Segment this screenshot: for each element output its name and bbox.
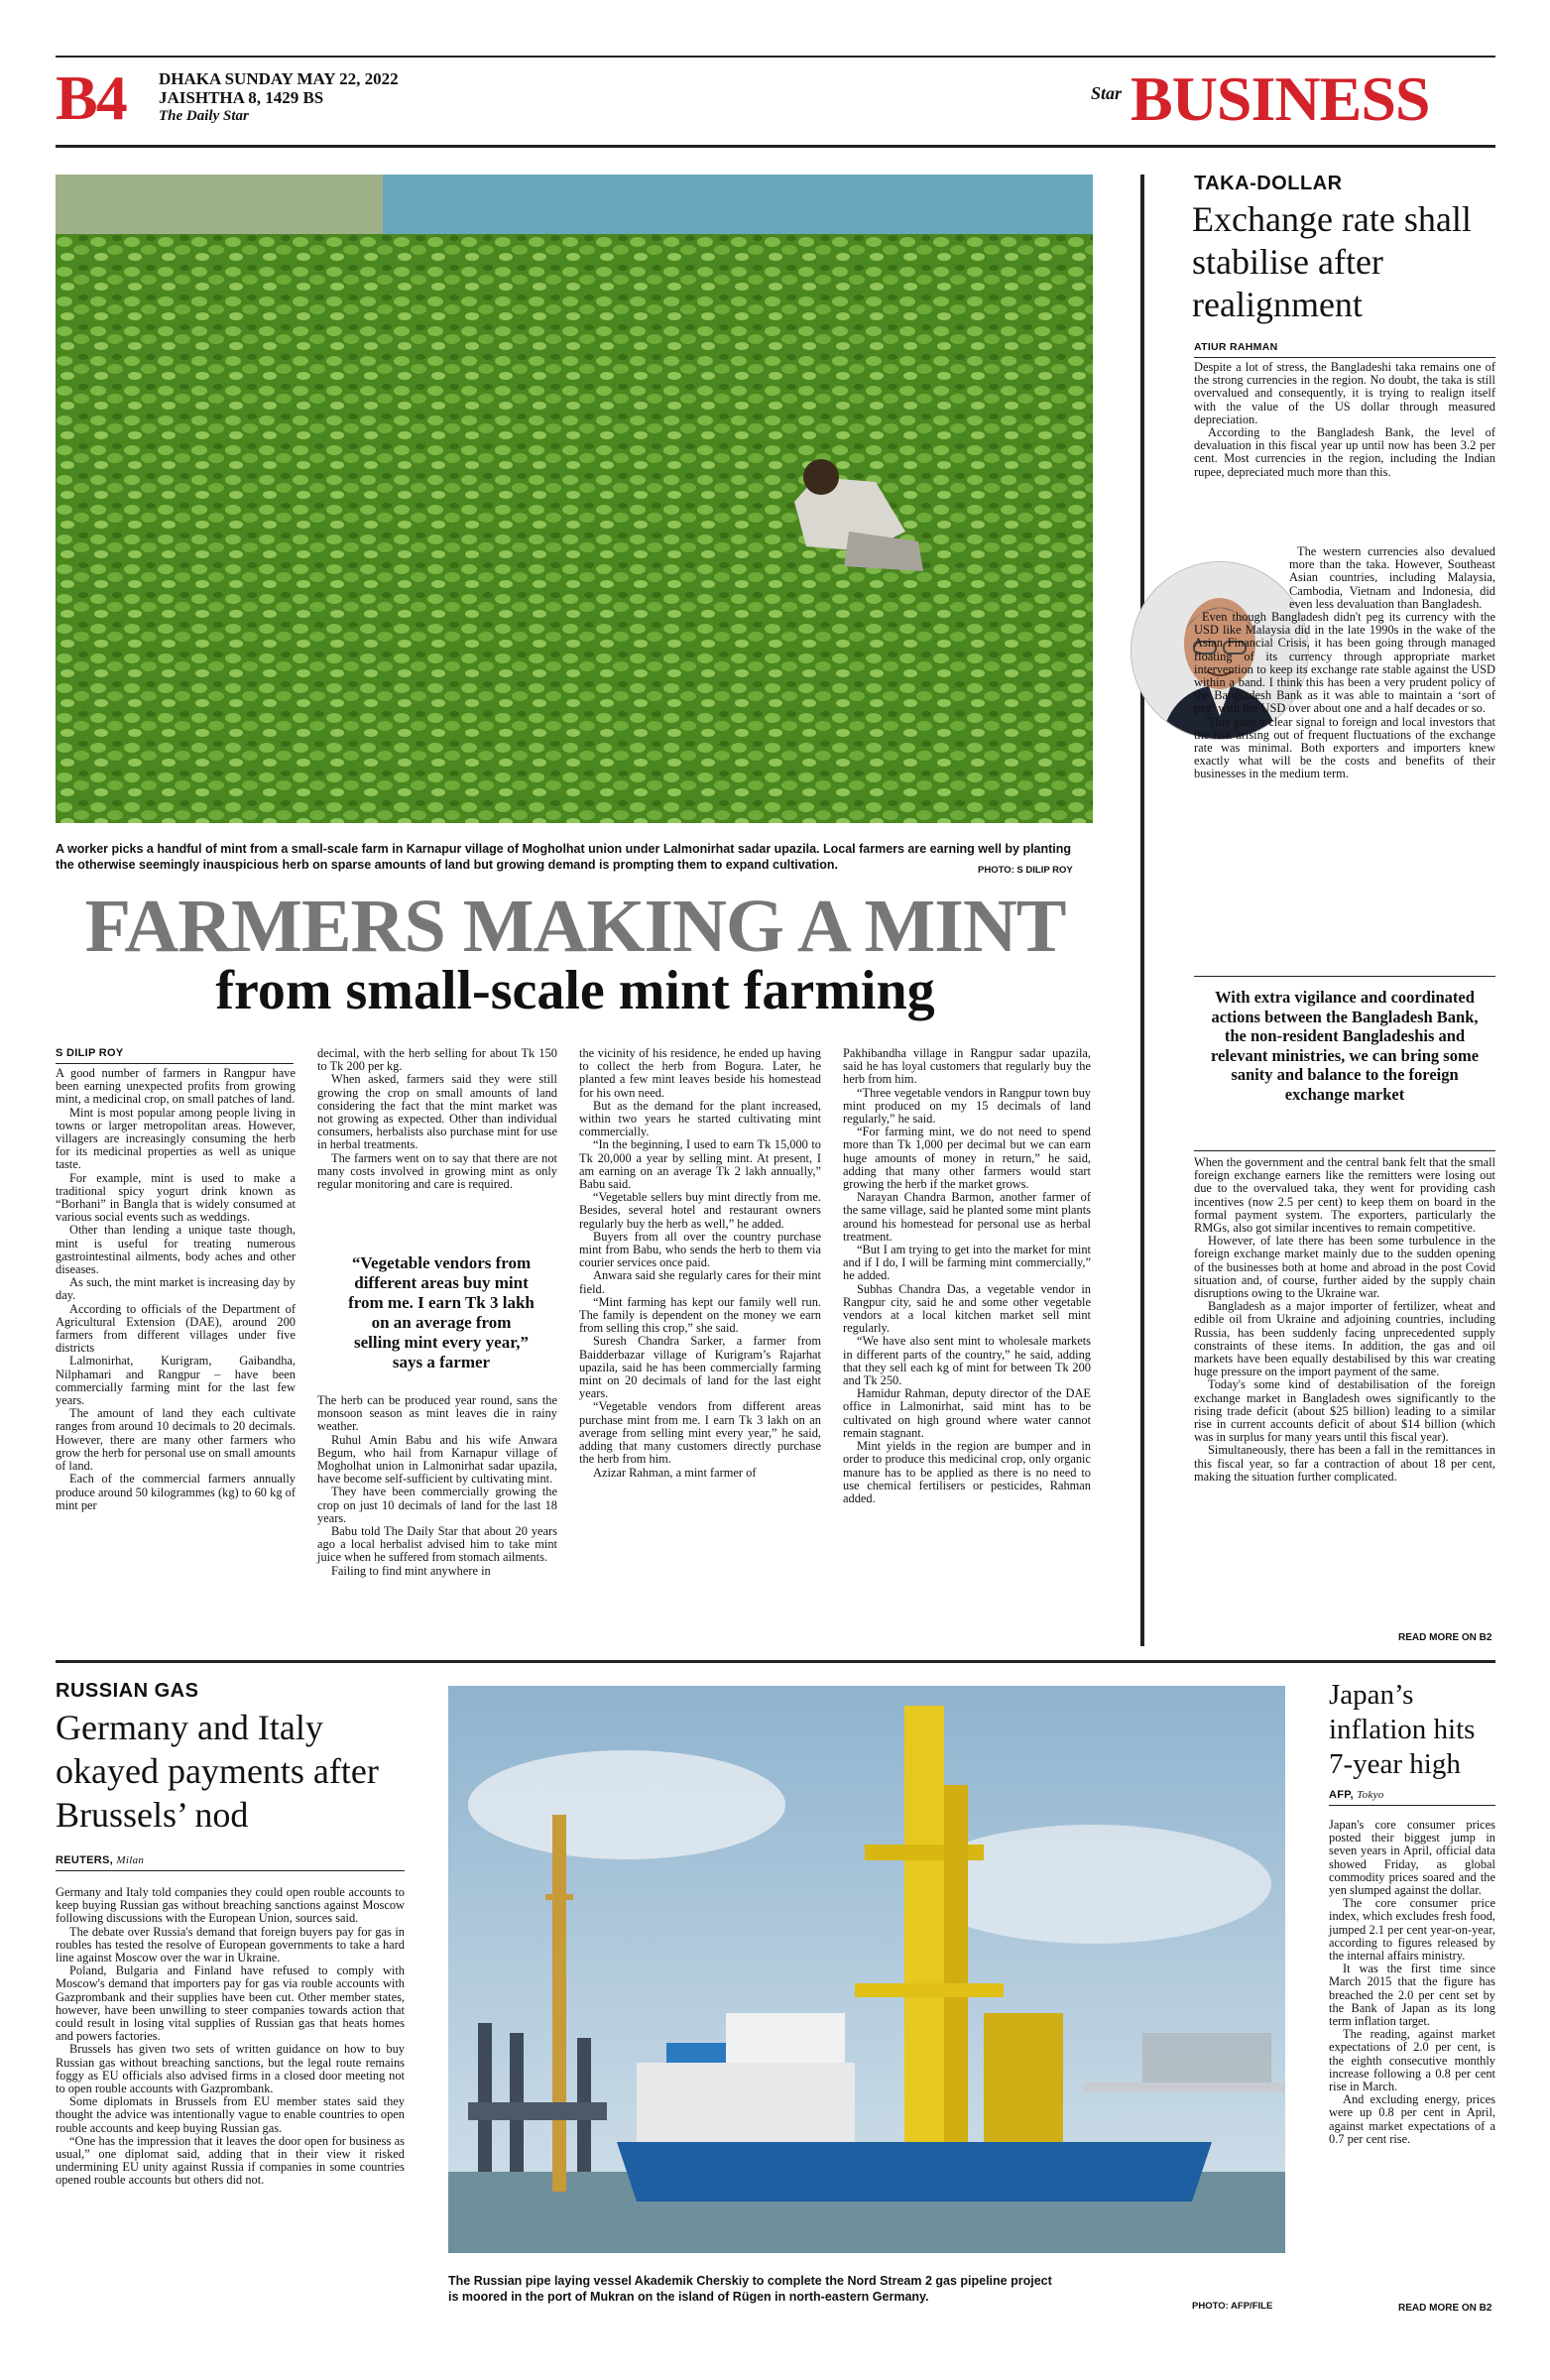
paragraph: Pakhibandha village in Rangpur sadar upazila, said he has loyal customers that regularly buy the herb from him. — [843, 1046, 1091, 1087]
paragraph: Even though Bangladesh didn't peg its currency with the USD like Malaysia did in the late 1990s in the wake of the Asian Financial Crisis, it has been going through managed floating of its currency through appropriate market intervention to keep its exchange rate stable against the USD within a band. I think this has been a very prudent policy of the Bangladesh Bank as it was able to maintain a ‘sort of peg’ with the USD over about one and a half decades or so. — [1194, 610, 1495, 716]
japan-byline-place: Tokyo — [1357, 1789, 1384, 1801]
paragraph: Poland, Bulgaria and Finland have refused to comply with Moscow's demand that importers pay for gas via rouble accounts with Gazprombank and their supplies have been cut. Other member states, however, have been unwilling to steer companies towards action that could result in losing vital supplies of Russian gas that heats homes and powers factories. — [56, 1964, 405, 2044]
paragraph: According to officials of the Department of Agricultural Extension (DAE), around 200 farmers from different villages under five districts — [56, 1301, 296, 1356]
taka-top-text — [1194, 361, 1495, 479]
paragraph: Azizar Rahman, a mint farmer of — [593, 1465, 757, 1480]
paragraph: They have been commercially growing the crop on just 10 decimals of land for the last 18 years. — [317, 1485, 557, 1525]
paragraph: The debate over Russia's demand that foreign buyers pay for gas in roubles has tested the resolve of European governments to take a hard line against Moscow over the war in Ukraine. — [56, 1924, 405, 1965]
ship-photo-caption: The Russian pipe laying vessel Akademik Cherskiy to complete the Nord Stream 2 gas pipeline project is moored in the port of Mukran on the island of Rügen in north-eastern Germany. — [448, 2274, 1052, 2304]
paragraph: Narayan Chandra Barmon, another farmer of the same village, said he planted some mint plants around his homestead for personal use as herbal treatment. — [843, 1190, 1091, 1244]
paragraph: Babu told The Daily Star that about 20 years ago a local herbalist advised him to take mint juice when he suffered from stomach ailments. — [317, 1524, 557, 1565]
paragraph: The amount of land they each cultivate ranges from around 10 decimals to 20 decimals. However, there are many other farmers who grow the herb for personal use on small amounts of land. — [56, 1406, 296, 1474]
japan-read-more[interactable]: READ MORE ON B2 — [1398, 2303, 1492, 2314]
mint-column-2b — [317, 1394, 557, 1578]
paragraph: “In the beginning, I used to earn Tk 15,000 to Tk 20,000 a year by selling mint. At present, I am earning on an average Tk 2 lakh annually,” Babu said. — [579, 1137, 821, 1192]
paragraph: Other than lending a unique taste though, mint is useful for treating numerous gastrointestinal ailments, body aches and other diseases. — [56, 1223, 296, 1277]
mint-headline: FARMERS MAKING A MINT — [84, 885, 1066, 968]
mint-column-3 — [579, 1047, 821, 1480]
mint-byline: S DILIP ROY — [56, 1047, 124, 1059]
paragraph: Hamidur Rahman, deputy director of the DAE office in Lalmonirhat, said mint has to be cultivated on high ground where water cannot remain stagnant. — [843, 1386, 1091, 1440]
taka-read-more[interactable]: READ MORE ON B2 — [1398, 1632, 1492, 1643]
japan-byline-agency: AFP, — [1329, 1789, 1354, 1801]
japan-byline — [1329, 1789, 1384, 1801]
paragraph: “Vegetable vendors from different areas purchase mint from me. I earn Tk 3 lakh on an average from selling mint every year,” he said, adding that many customers directly purchase the herb from him. — [579, 1399, 821, 1467]
paragraph: Failing to find mint anywhere in — [331, 1563, 491, 1578]
paragraph: When the government and the central bank felt that the small foreign exchange earners like the remitters were losing out due to the overvalued taka, they went for providing cash incentives (now 2.5 per cent) to keep them on board in the formal payment system. The exporters, particularly the RMGs, also got similar incentives to remain competitive. — [1194, 1155, 1495, 1236]
paragraph: Anwara said she regularly cares for their mint field. — [579, 1268, 821, 1296]
mint-subheadline: from small-scale mint farming — [215, 960, 935, 1021]
paragraph: The farmers went on to say that there are not many costs involved in growing mint as only regular monitoring and care is required. — [317, 1150, 557, 1192]
taka-bottom-text — [1194, 1156, 1495, 1484]
gas-headline: Germany and Italy okayed payments after Brussels’ nod — [56, 1708, 379, 1835]
paragraph: The western currencies also devalued more than the taka. However, Southeast Asian countries, including Malaysia, Cambodia, Vietnam and Indonesia, did even less devaluation than Bangladesh. — [1289, 544, 1495, 611]
paragraph: According to the Bangladesh Bank, the level of devaluation in this fiscal year up until now has been 3.2 per cent. Most currencies in the region, including the Indian rupee, depreciated much more than this. — [1194, 425, 1495, 479]
taka-pullquote: With extra vigilance and coordinated actions between the Bangladesh Bank, the non-resident Bangladeshis and relevant ministries, we can bring some sanity and balance to the foreign exchange market — [1210, 988, 1480, 1104]
paragraph: Brussels has given two sets of written guidance on how to buy Russian gas without breaching sanctions, but the legal route remains foggy as EU officials also advised firms in a closed door meeting not to open rouble accounts with Gazprombank. — [56, 2042, 405, 2096]
paragraph: the vicinity of his residence, he ended up having to collect the herb from Bogura. Later, he planted a few mint leaves beside his homestead for his own need. — [579, 1046, 821, 1100]
paragraph: The reading, against market expectations of 2.0 per cent, is the eighth consecutive monthly increase following a 0.8 per cent rise in March. — [1329, 2027, 1495, 2094]
taka-kicker: TAKA-DOLLAR — [1194, 173, 1343, 194]
bangla-date: JAISHTHA 8, 1429 BS — [159, 88, 324, 107]
paragraph: But as the demand for the plant increased, within two years he started cultivating mint commercially. — [579, 1098, 821, 1139]
mint-photo-credit: PHOTO: S DILIP ROY — [978, 865, 1073, 876]
paragraph: It was the first time since March 2015 that the figure has breached the 2.0 per cent set by the Bank of Japan as its long term inflation target. — [1329, 1962, 1495, 2029]
paragraph: “But I am trying to get into the market for mint and if I do, I will be farming mint commercially,” he added. — [843, 1243, 1091, 1283]
paragraph: Subhas Chandra Das, a vegetable vendor in Rangpur city, said he and some other vegetable vendors at a local kitchen market sell mint regularly. — [843, 1281, 1091, 1336]
paragraph: Mint yields in the region are bumper and in order to produce this medicinal crop, only organic manure has to be applied as there is no need to use chemical fertilisers or pesticides, Rahman added. — [843, 1439, 1091, 1505]
japan-headline: Japan’s inflation hits 7-year high — [1329, 1679, 1476, 1780]
gas-byline-agency: REUTERS, — [56, 1854, 114, 1866]
paragraph: However, of late there has been some turbulence in the foreign exchange market mainly due to the sudden opening of the businesses both at home and abroad in the post Covid situation and, of course, further aided by the supply chain disruptions owing to the Ukraine war. — [1194, 1234, 1495, 1301]
paragraph: The herb can be produced year round, sans the monsoon season as mint leaves die in rainy weather. — [317, 1393, 557, 1434]
mint-photo-caption: A worker picks a handful of mint from a small-scale farm in Karnapur village of Mogholhat union under Lalmonirhat sadar upazila. Local farmers are earning well by planting the otherwise seemingly inauspicious herb on sparse amounts of land but growing demand is prompting them to expand cultivation. — [56, 842, 1072, 872]
paragraph: For example, mint is used to make a traditional spicy yogurt drink known as “Borhani” in Bangla that is widely consumed at various social events such as weddings. — [56, 1170, 296, 1225]
taka-headline: Exchange rate shall stabilise after realignment — [1192, 199, 1472, 324]
paragraph: Simultaneously, there has been a fall in the remittances in this fiscal year, so far a contraction of about 18 per cent, making the situation further complicated. — [1194, 1443, 1495, 1484]
mint-farm-photo — [56, 175, 1093, 823]
gas-byline — [56, 1854, 144, 1866]
pullquote-attribution: says a farmer — [392, 1353, 491, 1371]
paragraph: “We have also sent mint to wholesale markets in different parts of the country,” he said, adding that they sell each kg of mint for between Tk 200 and Tk 250. — [843, 1334, 1091, 1388]
taka-byline: ATIUR RAHMAN — [1194, 341, 1278, 353]
paragraph: Suresh Chandra Sarker, a farmer from Baidderbazar village of Kurigram’s Rajarhat upazila, said he has been commercially farming mint on 20 decimals of land for the last eight years. — [579, 1334, 821, 1401]
mint-column-1 — [56, 1067, 296, 1512]
paragraph: Buyers from all over the country purchase mint from Babu, who sends the herb to them via courier services once paid. — [579, 1229, 821, 1270]
mint-column-4 — [843, 1047, 1091, 1505]
paragraph: “Vegetable sellers buy mint directly from me. Besides, several hotel and restaurant owners regularly buy the herb as well,” he added. — [579, 1190, 821, 1231]
paragraph: Germany and Italy told companies they could open rouble accounts to keep buying Russian gas without breaching sanctions against Moscow following discussions with the European Union, sources said. — [56, 1885, 405, 1926]
date-line: DHAKA SUNDAY MAY 22, 2022 — [159, 69, 399, 88]
paragraph: Mint is most popular among people living in towns or larger metropolitan areas. However, villagers are increasingly consuming the herb for its medicinal properties as well as unique taste. — [56, 1105, 296, 1172]
paragraph: “Three vegetable vendors in Rangpur town buy mint produced on my 15 decimals of land regularly,” he said. — [843, 1085, 1091, 1127]
gas-byline-place: Milan — [116, 1854, 145, 1866]
section-logo: Star — [1091, 83, 1123, 103]
mint-pullquote — [347, 1253, 536, 1372]
paragraph: The core consumer price index, which excludes fresh food, jumped 2.1 per cent year-on-year, according to figures released by the internal affairs ministry. — [1329, 1896, 1495, 1964]
gas-text — [56, 1886, 405, 2188]
gas-kicker: RUSSIAN GAS — [56, 1680, 199, 1702]
paragraph: Japan's core consumer prices posted their biggest jump in seven years in April, official data showed Friday, as global commodity prices soared and the yen slumped against the dollar. — [1329, 1818, 1495, 1898]
taka-wrap-text — [1194, 545, 1495, 781]
paragraph: When asked, farmers said they were still growing the crop on small amounts of land considering the fact that the mint market was not growing as expected. Other than individual consumers, herbalists also purchase mint for use in herbal treatments. — [317, 1072, 557, 1152]
paragraph: A good number of farmers in Rangpur have been earning unexpected profits from growing mint, a medicinal crop, on small patches of land. — [56, 1066, 296, 1107]
paragraph: “Mint farming has kept our family well run. The family is dependent on the money we earn from selling this crop,” she said. — [579, 1294, 821, 1336]
japan-text — [1329, 1819, 1495, 2146]
paragraph: Each of the commercial farmers annually produce around 50 kilogrammes (kg) to 60 kg of mint per — [56, 1472, 296, 1512]
paragraph: And excluding energy, prices were up 0.8 per cent in April, against market expectations of a 0.7 per cent rise. — [1329, 2092, 1495, 2146]
paragraph: “One has the impression that it leaves the door open for business as usual,” one diplomat said, adding that in their view it risked undermining EU unity against Russia if companies in some countries opened rouble accounts but others did not. — [56, 2133, 405, 2188]
pipe-laying-vessel-photo — [448, 1686, 1285, 2253]
paragraph: Despite a lot of stress, the Bangladeshi taka remains one of the strong currencies in the region. No doubt, the taka is still overvalued and consequently, it is trying to realign itself with the value of the US dollar through measured depreciation. — [1194, 360, 1495, 426]
paragraph: This gave a clear signal to foreign and local investors that the risk arising out of frequent fluctuations of the exchange rate was minimal. Both exporters and importers knew exactly what will be the costs and benefits of their businesses in the medium term. — [1194, 714, 1495, 781]
paragraph: Lalmonirhat, Kurigram, Gaibandha, Nilphamari and Rangpur – have been commercially farming mint for the last few years. — [56, 1354, 296, 1408]
paragraph: Ruhul Amin Babu and his wife Anwara Begum, who hail from Karnapur village of Mogholhat union in Lalmonirhat sadar upazila, have become self-sufficient by cultivating mint. — [317, 1432, 557, 1487]
paragraph: Bangladesh as a major importer of fertilizer, wheat and edible oil from Ukraine and adjoining countries, including Russia, has been suddenly facing unprecedented supply constraints of these items. In addition, the gas and oil markets have been equally destabilised by this war creating huge pressure on the import payment of the same. — [1194, 1299, 1495, 1379]
mint-column-2 — [317, 1047, 557, 1191]
paragraph: “For farming mint, we do not need to spend more than Tk 1,000 per decimal but we can earn huge amounts of money in return,” he said, adding that many other farmers would start growing the herb if the market grows. — [843, 1125, 1091, 1192]
paper-name: The Daily Star — [159, 108, 249, 124]
paragraph: Today's some kind of destabilisation of the foreign exchange market in Bangladesh owes significantly to the rising trade deficit (about $25 billion) leading to a similar rise in current accounts deficit of about $14 billion (which was in surplus for many years until this fiscal year). — [1194, 1377, 1495, 1445]
ship-photo-credit: PHOTO: AFP/FILE — [1192, 2301, 1273, 2312]
paragraph: decimal, with the herb selling for about Tk 150 to Tk 200 per kg. — [317, 1046, 557, 1074]
page-number: B4 — [56, 62, 126, 133]
section-title: BUSINESS — [1131, 63, 1430, 134]
paragraph: Some diplomats in Brussels from EU member states said they thought the advice was intentionally vague to enable countries to open rouble accounts and keep buying Russian gas. — [56, 2094, 405, 2135]
pullquote-text: “Vegetable vendors from different areas buy mint from me. I earn Tk 3 lakh on an average from selling mint every year,” — [348, 1253, 535, 1352]
paragraph: As such, the mint market is increasing day by day. — [56, 1275, 296, 1303]
